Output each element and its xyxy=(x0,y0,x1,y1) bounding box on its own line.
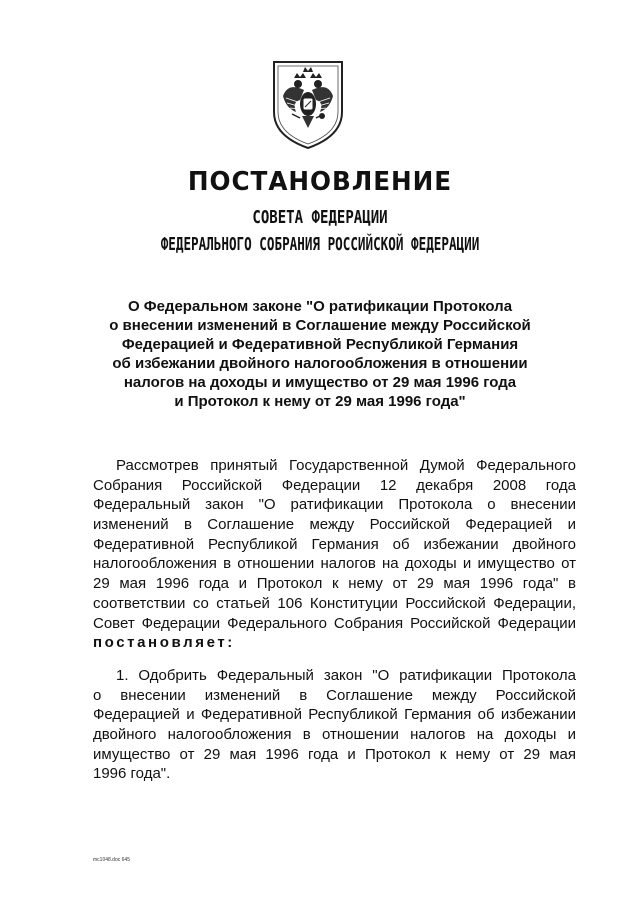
subject-line: О Федеральном законе "О ратификации Протокола xyxy=(127,298,513,315)
text-line: Федерацией и Федеративной Республикой Германия об избежании xyxy=(93,706,576,724)
text-line: 1. Одобрить Федеральный закон "О ратификации Протокола xyxy=(116,667,576,684)
document-title: ПОСТАНОВЛЕНИЕ xyxy=(187,167,453,197)
subject-line: и Протокол к нему от 29 мая 1996 года" xyxy=(174,393,466,410)
file-reference: mc1048.doc 645 xyxy=(93,857,130,863)
text-line: 1996 года". xyxy=(93,765,171,783)
subject-line: о внесении изменений в Соглашение между Российской xyxy=(109,317,531,334)
subject-line: об избежании двойного налогообложения в отношении xyxy=(112,355,528,372)
text-line: Совет Федерации Федерального Собрания Российской Федерации xyxy=(93,614,576,632)
issuer-line-2: ФЕДЕРАЛЬНОГО СОБРАНИЯ РОССИЙСКОЙ ФЕДЕРАЦИИ xyxy=(160,234,480,255)
text-line: налогообложения в отношении налогов на доходы и имущество от xyxy=(93,555,576,573)
text-line: имущество от 29 мая 1996 года и Протокол к нему от 29 мая xyxy=(93,745,576,763)
subject-line: налогов на доходы и имущество от 29 мая 1996 года xyxy=(123,374,517,391)
subject-line: Федерацией и Федеративной Республикой Германия xyxy=(121,336,519,353)
text-line: Федеративной Республикой Германия об избежании двойного xyxy=(93,535,576,553)
preamble-paragraph xyxy=(93,456,576,653)
text-line: 29 мая 1996 года и Протокол к нему от 29 мая 1996 года" в xyxy=(93,575,576,593)
resolution-item-1 xyxy=(93,666,576,784)
text-line: о внесении изменений в Соглашение между Российской xyxy=(93,686,576,704)
text-line: двойного налогообложения в отношении налогов на доходы и xyxy=(93,726,576,744)
text-line: Федеральный закон "О ратификации Протокола о внесении xyxy=(93,496,576,514)
text-line: изменений в Соглашение между Российской Федерацией и xyxy=(93,516,576,534)
russian-coat-of-arms-icon xyxy=(270,58,346,150)
text-line: Собрания Российской Федерации 12 декабря 2008 года xyxy=(93,476,576,494)
document-subject xyxy=(90,297,550,411)
text-line: Рассмотрев принятый Государственной Думой Федерального xyxy=(116,457,576,474)
decree-word: постановляет: xyxy=(93,634,235,652)
text-line: соответствии со статьей 106 Конституции Российской Федерации, xyxy=(93,594,576,612)
issuer-line-1: СОВЕТА ФЕДЕРАЦИИ xyxy=(252,207,388,228)
